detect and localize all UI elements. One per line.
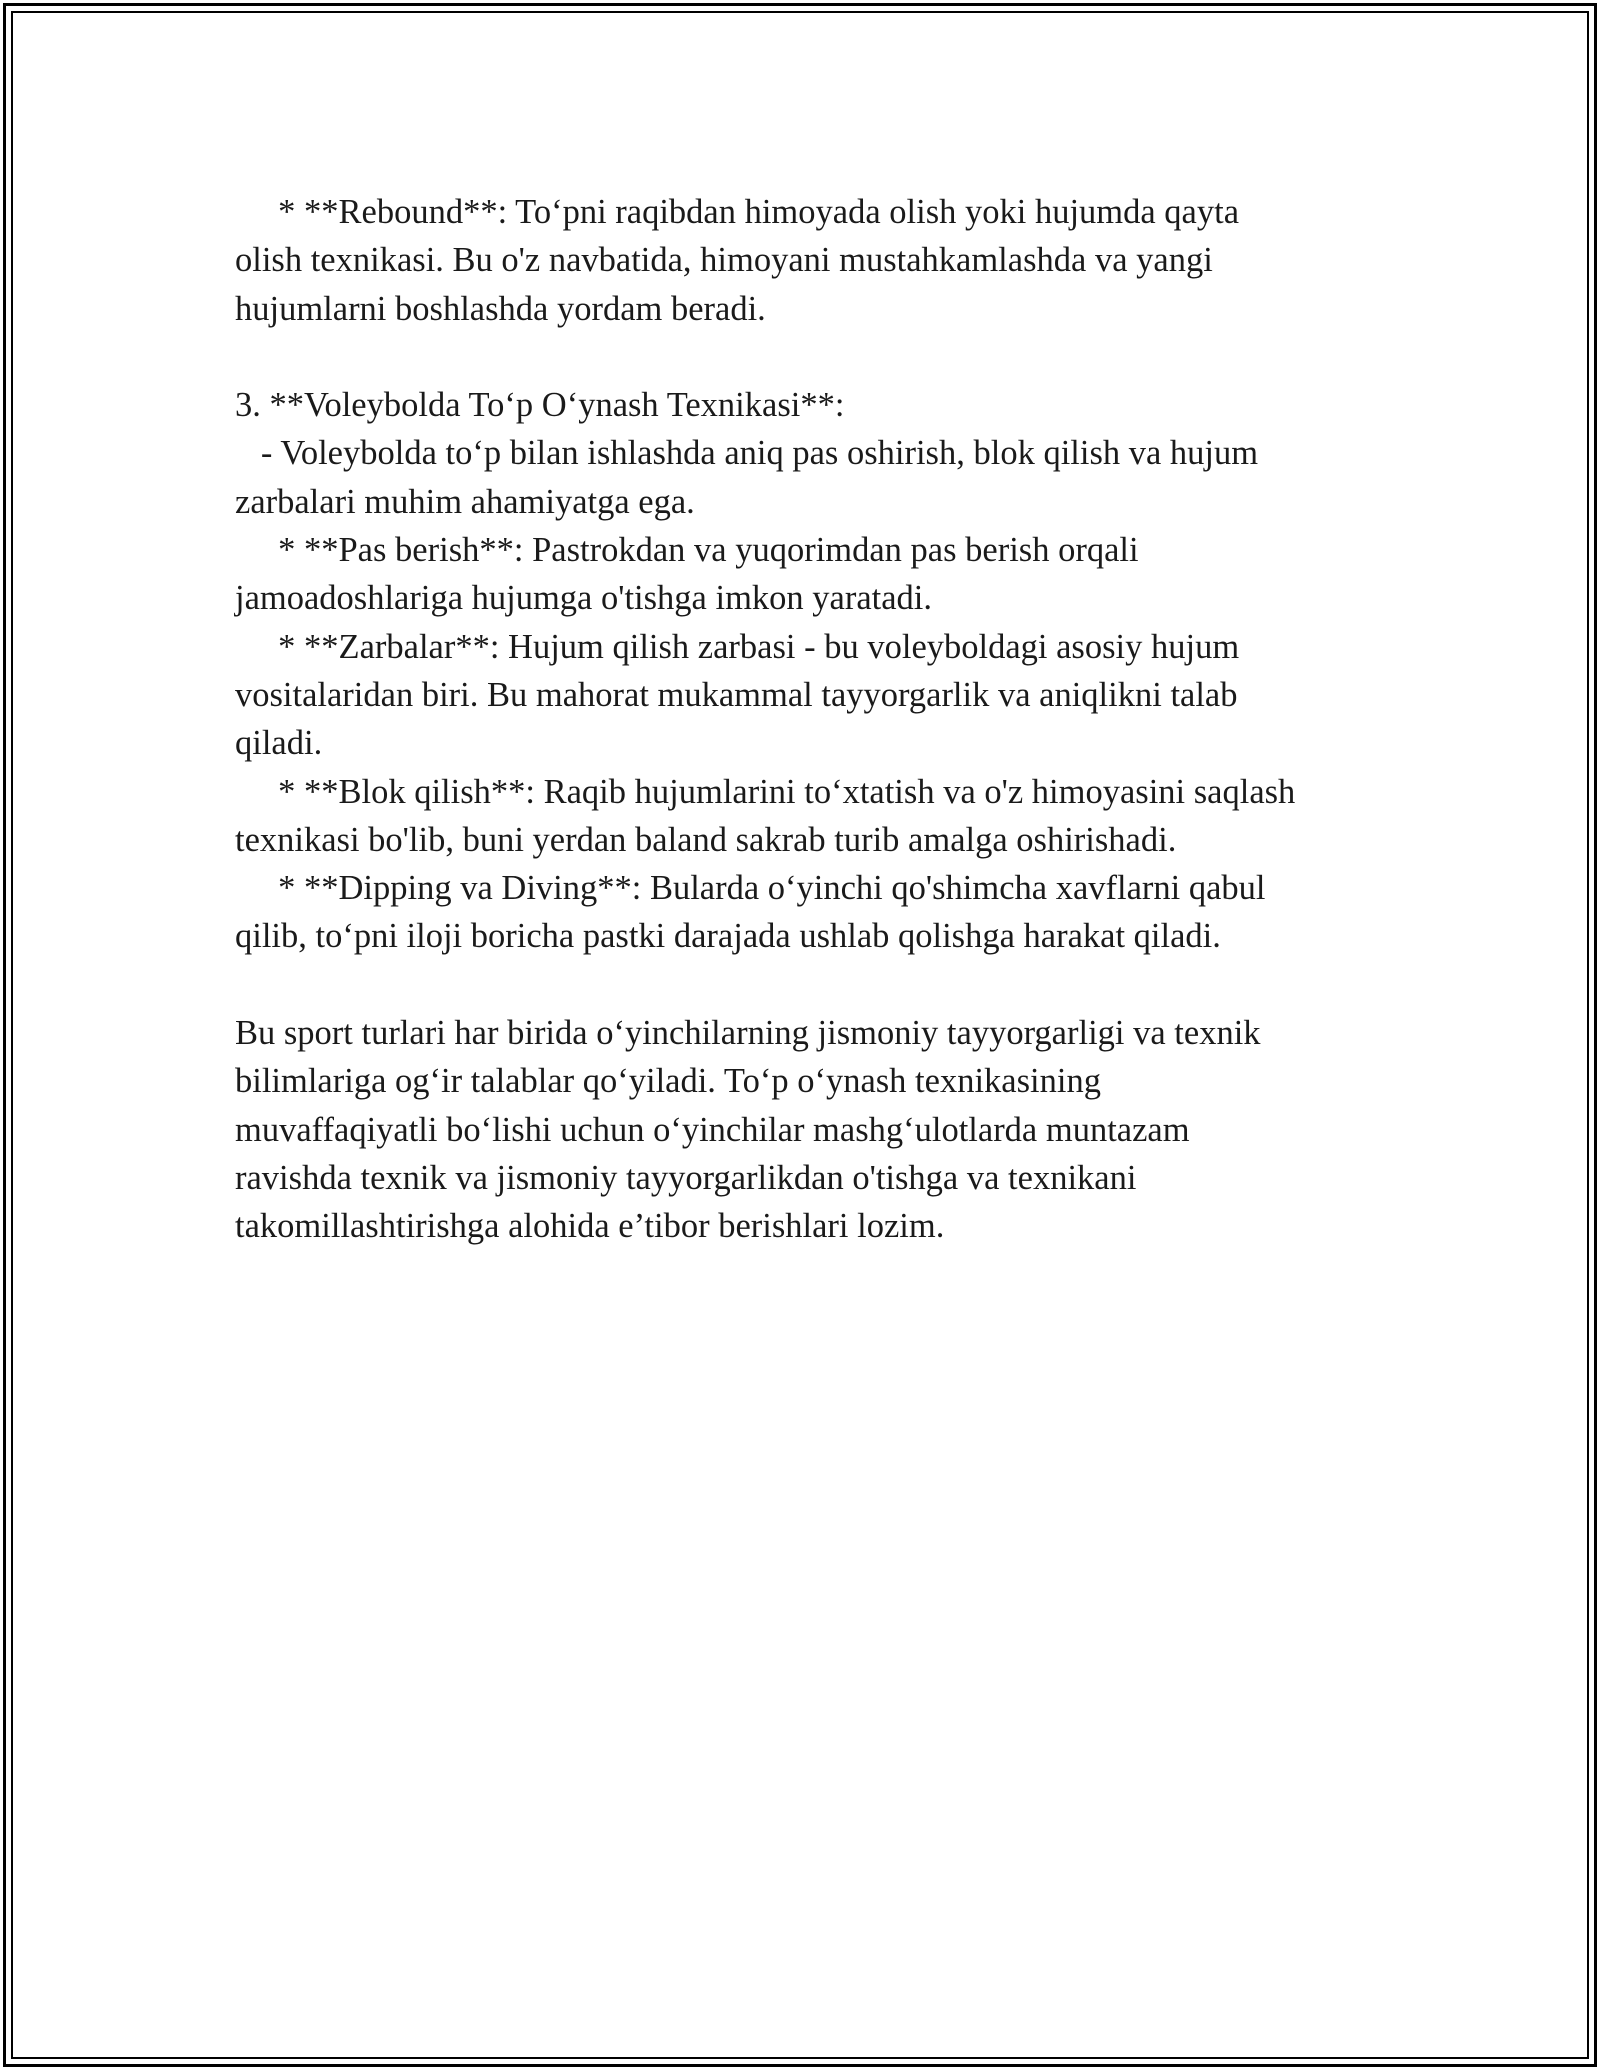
text-line: * **Dipping va Diving**: Bularda o‘yinchi qo'shimcha xavflarni qabul [235,869,1266,908]
section-heading: 3. **Voleybolda To‘p O‘ynash Texnikasi**: [235,386,845,425]
text-line: qilib, to‘pni iloji boricha pastki darajada ushlab qolishga harakat qiladi. [235,917,1221,956]
blank-line [235,333,1435,381]
text-line: * **Rebound**: To‘pni raqibdan himoyada olish yoki hujumda qayta [235,193,1240,231]
text-line: - Voleybolda to‘p bilan ishlashda aniq pas oshirish, blok qilish va hujum [235,434,1259,473]
text-line: vositalaridan biri. Bu mahorat mukammal tayyorgarlik va aniqlikni talab [235,675,1238,714]
text-line: bilimlariga og‘ir talablar qo‘yiladi. To‘p o‘ynash texnikasining [235,1062,1101,1101]
text-line: hujumlarni boshlashda yordam beradi. [235,289,766,328]
text-line: takomillashtirishga alohida e’tibor berishlari lozim. [235,1207,945,1246]
blank-line [235,961,1435,1009]
text-line: zarbalari muhim ahamiyatga ega. [235,482,695,521]
text-line: ravishda texnik va jismoniy tayyorgarlikdan o'tishga va texnikani [235,1158,1137,1197]
text-line: olish texnikasi. Bu o'z navbatida, himoyani mustahkamlashda va yangi [235,241,1213,280]
text-line: * **Zarbalar**: Hujum qilish zarbasi - bu voleyboldagi asosiy hujum [235,627,1240,666]
text-line: muvaffaqiyatli bo‘lishi uchun o‘yinchilar mashg‘ulotlarda muntazam [235,1110,1190,1149]
document-body [235,188,1435,1251]
text-line: qiladi. [235,724,323,763]
text-line: jamoadoshlariga hujumga o'tishga imkon yaratadi. [235,579,933,618]
text-line: * **Blok qilish**: Raqib hujumlarini to‘xtatish va o'z himoyasini saqlash [235,772,1296,811]
text-line: texnikasi bo'lib, buni yerdan baland sakrab turib amalga oshirishadi. [235,820,1177,859]
text-line: Bu sport turlari har birida o‘yinchilarning jismoniy tayyorgarligi va texnik [235,1014,1261,1053]
text-line: * **Pas berish**: Pastrokdan va yuqorimdan pas berish orqali [235,531,1139,570]
